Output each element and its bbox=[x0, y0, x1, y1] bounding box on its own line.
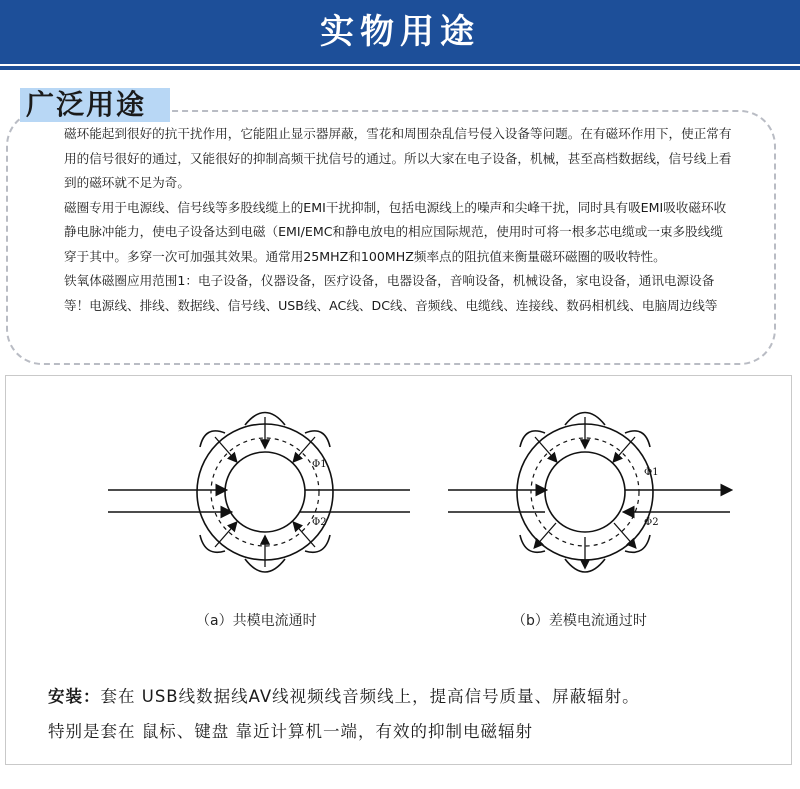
ring-diagram-a bbox=[108, 413, 410, 573]
ring-b-flux bbox=[531, 438, 639, 546]
install-text-1: 套在 USB线数据线AV线视频线音频线上，提高信号质量、屏蔽辐射。 bbox=[100, 687, 640, 706]
caption-common-mode: （a）共模电流通时 bbox=[196, 613, 317, 629]
ring-a-flux bbox=[211, 438, 319, 546]
ring-b-inner bbox=[545, 452, 625, 532]
install-line-1 bbox=[48, 683, 640, 707]
usage-heading: 广泛用途 bbox=[26, 88, 147, 121]
phi2-label-a: Φ2 bbox=[312, 517, 327, 528]
usage-paragraph-2: 磁圈专用于电源线、信号线等多股线缆上的EMI干扰抑制，包括电源线上的噪声和尖峰干扰，同时具有吸EMI吸收磁环收静电脉冲能力，使电子设备达到电磁（EMI/EMC和静电放电的相应国际规范，使用时可将一根多芯电缆或一束多股线缆穿于其中。多穿一次可加强其效果。通常用25MHZ和100MHZ频率点的阻抗值来衡量磁环磁圈的吸收特性。 bbox=[64, 199, 727, 264]
banner-title: 实物用途 bbox=[320, 12, 480, 52]
usage-description bbox=[64, 122, 734, 318]
banner-underline bbox=[0, 66, 800, 70]
caption-differential-mode: （b）差模电流通过时 bbox=[512, 613, 647, 629]
ring-diagram-b bbox=[448, 413, 730, 573]
phi1-label-a: Φ1 bbox=[312, 459, 327, 470]
usage-paragraph-1: 磁环能起到很好的抗干扰作用，它能阻止显示器屏蔽，雪花和周围杂乱信号侵入设备等问题。在有磁环作用下，使正常有用的信号很好的通过，又能很好的抑制高频干扰信号的通过。所以大家在电子设备，机械，甚至高档数据线，信号线上看到的磁环就不足为奇。 bbox=[64, 126, 732, 190]
usage-paragraph-3: 铁氧体磁圈应用范围1：电子设备，仪器设备，医疗设备，电器设备，音响设备，机械设备，家电设备，通讯电源设备等！电源线、排线、数据线、信号线、USB线、AC线、DC线、音频线、电缆线、连接线、数码相机线、电脑周边线等 bbox=[64, 273, 718, 313]
install-line-2: 特别是套在 鼠标、键盘 靠近计算机一端，有效的抑制电磁辐射 bbox=[48, 722, 533, 741]
install-label: 安装： bbox=[48, 687, 101, 706]
phi1-label-b: Φ1 bbox=[644, 467, 659, 478]
ring-a-inner bbox=[225, 452, 305, 532]
ring-diagrams bbox=[0, 375, 800, 625]
phi2-label-b: Φ2 bbox=[644, 517, 659, 528]
